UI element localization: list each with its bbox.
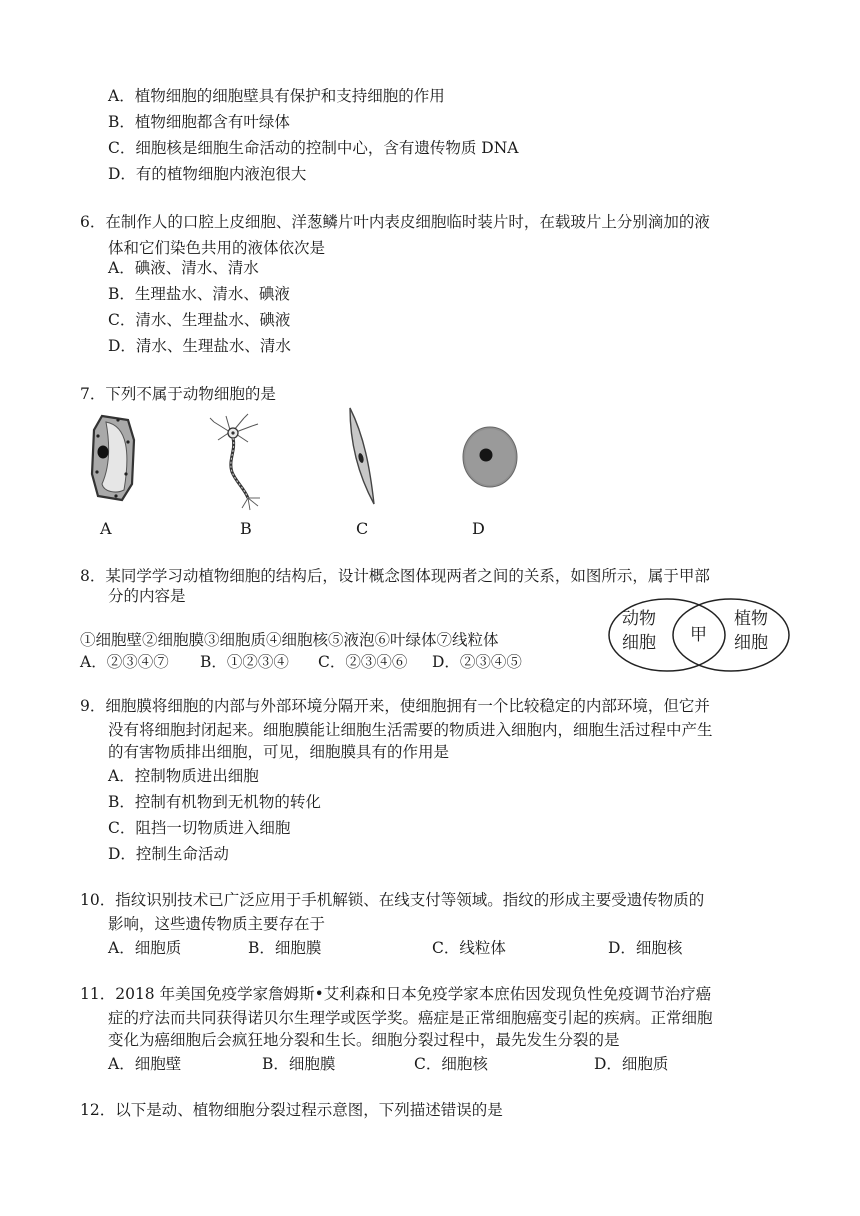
q9-stem-line2: 没有将细胞封闭起来。细胞膜能让细胞生活需要的物质进入细胞内，细胞生活过程中产生	[108, 721, 713, 739]
q11-option-d: D．细胞质	[594, 1055, 669, 1073]
q6-option-c: C．清水、生理盐水、碘液	[108, 311, 291, 329]
q6-option-d: D．清水、生理盐水、清水	[108, 337, 291, 355]
venn-left-line1: 动物	[622, 609, 656, 629]
q11-option-c: C．细胞核	[414, 1055, 488, 1073]
plant-cell-image	[88, 414, 138, 502]
q11-option-a: A．细胞壁	[108, 1055, 182, 1073]
q9-stem-line1: 9．细胞膜将细胞的内部与外部环境分隔开来，使细胞拥有一个比较稳定的内部环境，但它并	[80, 697, 710, 715]
q5-option-b: B．植物细胞都含有叶绿体	[108, 113, 290, 131]
q10-option-c: C．线粒体	[432, 939, 506, 957]
q6-stem-line1: 6．在制作人的口腔上皮细胞、洋葱鳞片叶内表皮细胞临时装片时，在载玻片上分别滴加的液	[80, 213, 710, 231]
venn-diagram	[606, 596, 792, 674]
q7-label-c: C	[356, 519, 369, 538]
q8-option-d: D．②③④⑤	[432, 653, 522, 671]
q8-stem-line2: 分的内容是	[108, 587, 186, 605]
q6-option-a: A．碘液、清水、清水	[108, 259, 259, 277]
q6-stem-line2: 体和它们染色共用的液体依次是	[108, 239, 326, 257]
q11-stem-line2: 症的疗法而共同获得诺贝尔生理学或医学奖。癌症是正常细胞癌变引起的疾病。正常细胞	[108, 1009, 713, 1027]
q8-items: ①细胞壁②细胞膜③细胞质④细胞核⑤液泡⑥叶绿体⑦线粒体	[80, 631, 499, 649]
q10-option-b: B．细胞膜	[248, 939, 322, 957]
q8-option-a: A．②③④⑦	[80, 653, 169, 671]
q5-option-c: C．细胞核是细胞生命活动的控制中心，含有遗传物质 DNA	[108, 139, 519, 157]
q10-stem-line1: 10．指纹识别技术已广泛应用于手机解锁、在线支付等领域。指纹的形成主要受遗传物质的	[80, 891, 705, 909]
q9-stem-line3: 的有害物质排出细胞，可见，细胞膜具有的作用是	[108, 743, 450, 761]
venn-right-line2: 细胞	[734, 633, 768, 653]
q10-stem-line2: 影响，这些遗传物质主要存在于	[108, 915, 326, 933]
q10-option-d: D．细胞核	[608, 939, 683, 957]
q10-option-a: A．细胞质	[108, 939, 182, 957]
q11-option-b: B．细胞膜	[262, 1055, 336, 1073]
q7-label-b: B	[240, 519, 252, 538]
q9-option-b: B．控制有机物到无机物的转化	[108, 793, 321, 811]
q9-option-a: A．控制物质进出细胞	[108, 767, 259, 785]
q11-options-row	[108, 1054, 708, 1074]
q9-option-c: C．阻挡一切物质进入细胞	[108, 819, 291, 837]
q7-label-d: D	[472, 519, 485, 538]
venn-center-label: 甲	[690, 625, 707, 645]
animal-cell-image	[460, 425, 520, 489]
q8-option-b: B．①②③④	[200, 653, 289, 671]
q10-options-row	[108, 938, 708, 958]
q11-stem-line1: 11．2018 年美国免疫学家詹姆斯•艾利森和日本免疫学家本庶佑因发现负性免疫调节治疗癌	[80, 985, 712, 1003]
venn-left-line2: 细胞	[622, 633, 656, 653]
q5-option-a: A．植物细胞的细胞壁具有保护和支持细胞的作用	[108, 87, 445, 105]
q7-label-a: A	[100, 519, 112, 538]
q6-option-b: B．生理盐水、清水、碘液	[108, 285, 290, 303]
q8-option-c: C．②③④⑥	[318, 653, 408, 671]
q8-options-row	[80, 652, 540, 672]
neuron-image	[208, 412, 270, 512]
muscle-cell-image	[338, 406, 378, 506]
q7-stem: 7．下列不属于动物细胞的是	[80, 385, 276, 403]
venn-right-line1: 植物	[734, 609, 768, 629]
q8-stem-line1: 8．某同学学习动植物细胞的结构后，设计概念图体现两者之间的关系，如图所示，属于甲部	[80, 567, 710, 585]
q5-option-d: D．有的植物细胞内液泡很大	[108, 165, 307, 183]
q11-stem-line3: 变化为癌细胞后会疯狂地分裂和生长。细胞分裂过程中，最先发生分裂的是	[108, 1031, 620, 1049]
q9-option-d: D．控制生命活动	[108, 845, 229, 863]
q12-stem: 12．以下是动、植物细胞分裂过程示意图，下列描述错误的是	[80, 1101, 503, 1119]
